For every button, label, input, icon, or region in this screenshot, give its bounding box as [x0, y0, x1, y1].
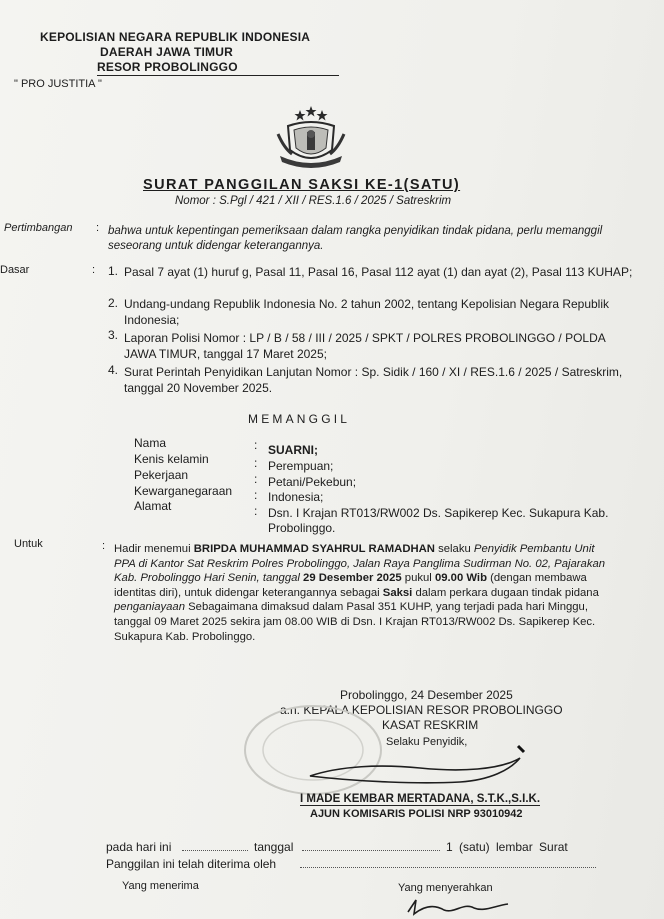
- untuk-summons-time: 09.00 Wib: [434, 572, 487, 585]
- dasar-item-number: 3.: [108, 328, 119, 342]
- untuk-text-part: dalam perkara dugaan tindak pidana: [415, 586, 599, 599]
- dasar-item-text: Undang-undang Republik Indonesia No. 2 tahun 2002, tentang Kepolisian Negara Republik Indonesia;: [124, 297, 610, 327]
- untuk-text-part: selaku: [438, 543, 471, 555]
- dasar-item-number: 1.: [108, 264, 119, 278]
- receipt-day-label: pada hari ini: [106, 840, 172, 854]
- signature-position: KASAT RESKRIM: [382, 718, 479, 732]
- police-emblem: [270, 104, 352, 176]
- field-value-nama: SUARNI;: [268, 443, 318, 457]
- untuk-investigator-name: BRIPDA MUHAMMAD SYAHRUL RAMADHAN: [193, 543, 435, 555]
- field-label-pekerjaan: Pekerjaan: [134, 468, 189, 482]
- header-line-2: DAERAH JAWA TIMUR: [100, 45, 233, 59]
- untuk-paragraph: [114, 542, 618, 644]
- field-label-nama: Nama: [134, 436, 167, 450]
- receipt-date-label: tanggal: [254, 840, 294, 854]
- receipt-penyerah-label: Yang menyerahkan: [398, 882, 493, 894]
- field-colon: :: [254, 456, 258, 470]
- memanggil-heading: MEMANGGIL: [248, 412, 351, 426]
- untuk-summons-date: 29 Desember 2025: [303, 572, 402, 585]
- untuk-text-part: Penyidik Pembantu Unit PPA di Kantor Sat Reskrim Polres Probolinggo, Jalan Raya Panglima Sudirman No. 02, Pajarakan Kab. Probolinggo Hari Senin, tanggal: [114, 543, 606, 585]
- dasar-label: Dasar: [0, 264, 30, 276]
- untuk-colon: :: [102, 540, 106, 552]
- dasar-colon: :: [92, 264, 96, 276]
- dasar-item-text: Laporan Polisi Nomor : LP / B / 58 / III / 2025 / SPKT / POLRES PROBOLINGGO / POLDA JAWA TIMUR, tanggal 17 Maret 2025;: [124, 331, 606, 361]
- signature-scribble: [300, 736, 540, 796]
- untuk-text-part: Hadir menemui: [114, 543, 191, 555]
- untuk-text-part: penganiayaan: [114, 601, 185, 614]
- untuk-text-part: Sebagaimana dimaksud dalam Pasal 351 KUHP, yang terjadi pada hari Minggu, tanggal 09 Maret 2025 sekira jam 08.00 WIB di Dsn. I Krajan RT013/RW002 Ds. Sapikerep Kec. Sukapura Kab. Probolinggo.: [114, 601, 596, 643]
- receipt-sheet-count: 1 (satu) lembar Surat: [446, 840, 568, 854]
- untuk-text-part: pukul: [404, 572, 432, 585]
- document-title: SURAT PANGGILAN SAKSI KE-1(SATU): [143, 177, 461, 193]
- dasar-item-text: Pasal 7 ayat (1) huruf g, Pasal 11, Pasal 16, Pasal 112 ayat (1) dan ayat (2), Pasal 113 KUHAP;: [124, 265, 633, 279]
- penyerah-signature: [404, 894, 514, 918]
- signatory-name: I MADE KEMBAR MERTADANA, S.T.K.,S.I.K.: [300, 793, 541, 805]
- field-value-alamat: Dsn. I Krajan RT013/RW002 Ds. Sapikerep Kec. Sukapura Kab. Probolinggo.: [268, 506, 609, 535]
- untuk-label: Untuk: [14, 538, 43, 550]
- field-label-kewarganegaraan: Kewarganegaraan: [134, 484, 233, 498]
- dasar-item-number: 4.: [108, 363, 119, 377]
- field-value-jenis-kelamin: Perempuan;: [268, 459, 334, 473]
- receipt-day-blank: [182, 850, 248, 851]
- signature-selaku: Selaku Penyidik,: [386, 736, 468, 748]
- pertimbangan-colon: :: [96, 222, 100, 234]
- receipt-received-by: Panggilan ini telah diterima oleh: [106, 857, 277, 871]
- signature-an: a.n. KEPALA KEPOLISIAN RESOR PROBOLINGGO: [280, 703, 563, 717]
- dasar-item-text: Surat Perintah Penyidikan Lanjutan Nomor : Sp. Sidik / 160 / XI / RES.1.6 / 2025 / Satreskrim, tanggal 20 November 2025.: [124, 365, 623, 395]
- pro-justitia: " PRO JUSTITIA ": [14, 78, 102, 90]
- field-label-alamat: Alamat: [134, 499, 172, 513]
- signatory-rank: AJUN KOMISARIS POLISI NRP 93010942: [310, 808, 523, 820]
- document-number: Nomor : S.Pgl / 421 / XII / RES.1.6 / 2025 / Satreskrim: [175, 195, 452, 207]
- receipt-date-blank: [302, 850, 440, 851]
- pertimbangan-label: Pertimbangan: [4, 222, 73, 234]
- receipt-penerima-label: Yang menerima: [122, 880, 199, 892]
- receipt-received-blank: [300, 867, 596, 868]
- signature-place-date: Probolinggo, 24 Desember 2025: [340, 688, 513, 702]
- untuk-text-part: (dengan membawa identitas diri), untuk didengar keterangannya sebagai: [114, 572, 587, 599]
- untuk-saksi: Saksi: [382, 586, 413, 599]
- field-colon: :: [254, 472, 258, 486]
- field-colon: :: [254, 504, 258, 518]
- field-colon: :: [254, 488, 258, 502]
- dasar-item-number: 2.: [108, 296, 119, 310]
- header-line-1: KEPOLISIAN NEGARA REPUBLIK INDONESIA: [40, 30, 311, 44]
- field-value-kewarganegaraan: Indonesia;: [268, 490, 324, 504]
- field-value-pekerjaan: Petani/Pekebun;: [268, 475, 357, 489]
- header-line-3: RESOR PROBOLINGGO: [97, 60, 339, 76]
- field-colon: :: [254, 438, 258, 452]
- field-label-jenis-kelamin: Kenis kelamin: [134, 452, 209, 466]
- pertimbangan-text: bahwa untuk kepentingan pemeriksaan dalam rangka penyidikan tindak pidana, perlu memanggil seseorang untuk didengar keterangannya.: [108, 225, 603, 252]
